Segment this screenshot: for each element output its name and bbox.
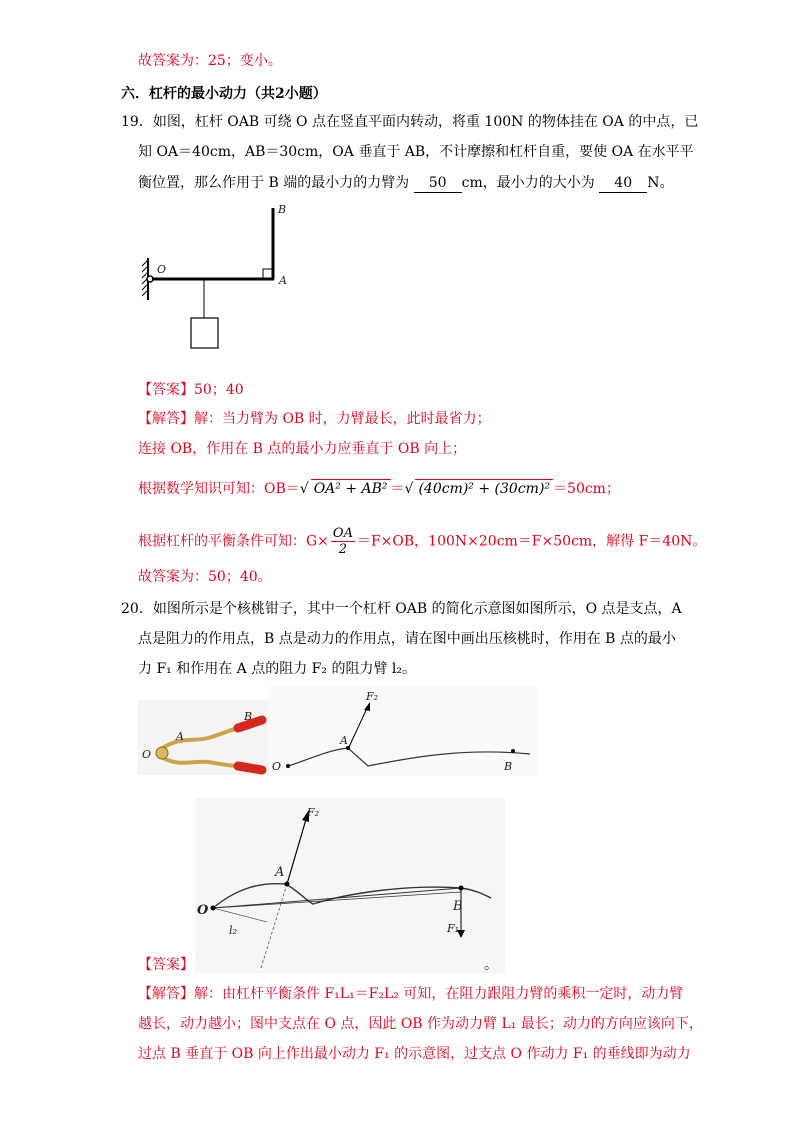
q19-math-eq: ＝ <box>390 481 405 497</box>
q20-answer-label-l2: l₂ <box>229 924 237 937</box>
q19-math-root-1: OA² + AB² <box>311 479 391 498</box>
q19-analysis-1 <box>138 410 491 428</box>
q19-line-1: 19．如图，杠杆 OAB 可绕 O 点在竖直平面内转动，将重 100N 的物体挂在 OA 的中点，已 <box>121 114 699 130</box>
q20-line-2: 点是阻力的作用点，B 点是动力的作用点，请在图中画出压核桃时，作用在 B 点的最小 <box>138 631 676 647</box>
q19-math-pre: 根据数学知识可知：OB＝ <box>138 481 300 497</box>
q20-answer-label-b: B <box>453 899 463 914</box>
q19-label-o: O <box>157 263 167 276</box>
previous-answer: 故答案为：25；变小。 <box>138 53 282 69</box>
q20-analysis-1 <box>138 985 683 1003</box>
q20-lever-sketch <box>268 686 538 776</box>
q19-label-b: B <box>278 203 287 216</box>
q20-answer-label-a: A <box>275 865 285 880</box>
q20-photo-label-a: A <box>176 730 184 743</box>
q20-analysis-3: 过点 B 垂直于 OB 向上作出最小动力 F₁ 的示意图，过支点 O 作动力 F₁ 的垂线即为动力 <box>138 1046 691 1062</box>
q20-analysis-tag: 【解答】 <box>138 986 194 1002</box>
q19-answer <box>138 381 244 399</box>
q20-answer-label-f2: F₂ <box>307 806 320 819</box>
section-title: 六．杠杆的最小动力（共2小题） <box>121 86 327 102</box>
q20-answer-tag: 【答案】 <box>138 957 194 973</box>
q19-blank-1: 50 <box>414 174 462 193</box>
q20-sketch-label-b: B <box>504 760 513 773</box>
q20-analysis-2: 越长，动力越小；图中支点在 O 点，因此 OB 作为动力臂 L₁ 最长；动力的方向应该向下， <box>138 1016 703 1032</box>
q20-line-3: 力 F₁ 和作用在 A 点的阻力 F₂ 的阻力臂 l₂。 <box>138 661 417 677</box>
q20-answer-end: 。 <box>484 957 498 973</box>
q19-lever-figure <box>140 198 300 353</box>
q19-math-post: ＝50cm； <box>553 481 620 497</box>
q19-analysis-text-1: 解：当力臂为 OB 时，力臂最长，此时最省力； <box>194 411 491 427</box>
q19-answer-tag: 【答案】 <box>138 382 194 398</box>
q20-line-1: 20．如图所示是个核桃钳子，其中一个杠杆 OAB 的简化示意图如图所示，O 点是支点，A <box>121 601 682 617</box>
q19-math-root-2: (40cm)² + (30cm)² <box>415 479 553 498</box>
q20-photo-label-o: O <box>142 748 152 761</box>
q19-line-3-mid: cm，最小力的大小为 <box>461 175 595 191</box>
q19-analysis-tag: 【解答】 <box>138 411 194 427</box>
q19-balance-post: ＝F×OB，100N×20cm＝F×50cm，解得 F＝40N。 <box>356 533 707 550</box>
q19-final: 故答案为：50；40。 <box>138 569 272 585</box>
q19-balance <box>138 526 706 557</box>
q20-answer-label-f1: F₁ <box>447 922 460 935</box>
q20-analysis-text-1: 解：由杠杆平衡条件 F₁L₁＝F₂L₂ 可知，在阻力跟阻力臂的乘积一定时，动力臂 <box>194 986 684 1002</box>
q19-line-3 <box>138 174 673 193</box>
q19-label-a: A <box>279 274 287 287</box>
q19-math: 根据数学知识可知：OB＝√ OA² + AB² ＝√ (40cm)² + (30cm)² ＝50cm； <box>138 481 620 497</box>
q19-analysis-2: 连接 OB，作用在 B 点的最小力应垂直于 OB 向上； <box>138 441 467 457</box>
q19-line-2: 知 OA＝40cm，AB＝30cm，OA 垂直于 AB，不计摩擦和杠杆自重，要使 OA 在水平平 <box>138 144 694 160</box>
q19-line-3-post: N。 <box>647 175 674 191</box>
q20-sketch-label-a: A <box>340 734 348 747</box>
q19-line-3-pre: 衡位置，那么作用于 B 端的最小力的力臂为 <box>138 175 410 191</box>
q19-balance-fraction <box>331 526 355 557</box>
q20-answer-label-o: O <box>197 903 209 918</box>
q20-answer-figure <box>195 798 505 973</box>
q19-fraction-denominator: 2 <box>338 542 348 557</box>
q20-photo-label-b: B <box>244 710 253 723</box>
q19-balance-pre: 根据杠杆的平衡条件可知：G× <box>138 533 329 550</box>
q19-blank-2: 40 <box>599 174 647 193</box>
q19-fraction-numerator: OA <box>332 526 353 541</box>
q20-sketch-label-o: O <box>272 760 282 773</box>
q19-answer-value: 50；40 <box>194 382 244 398</box>
q20-nutcracker-figure <box>138 700 273 775</box>
q20-sketch-label-f2: F₂ <box>366 690 379 703</box>
